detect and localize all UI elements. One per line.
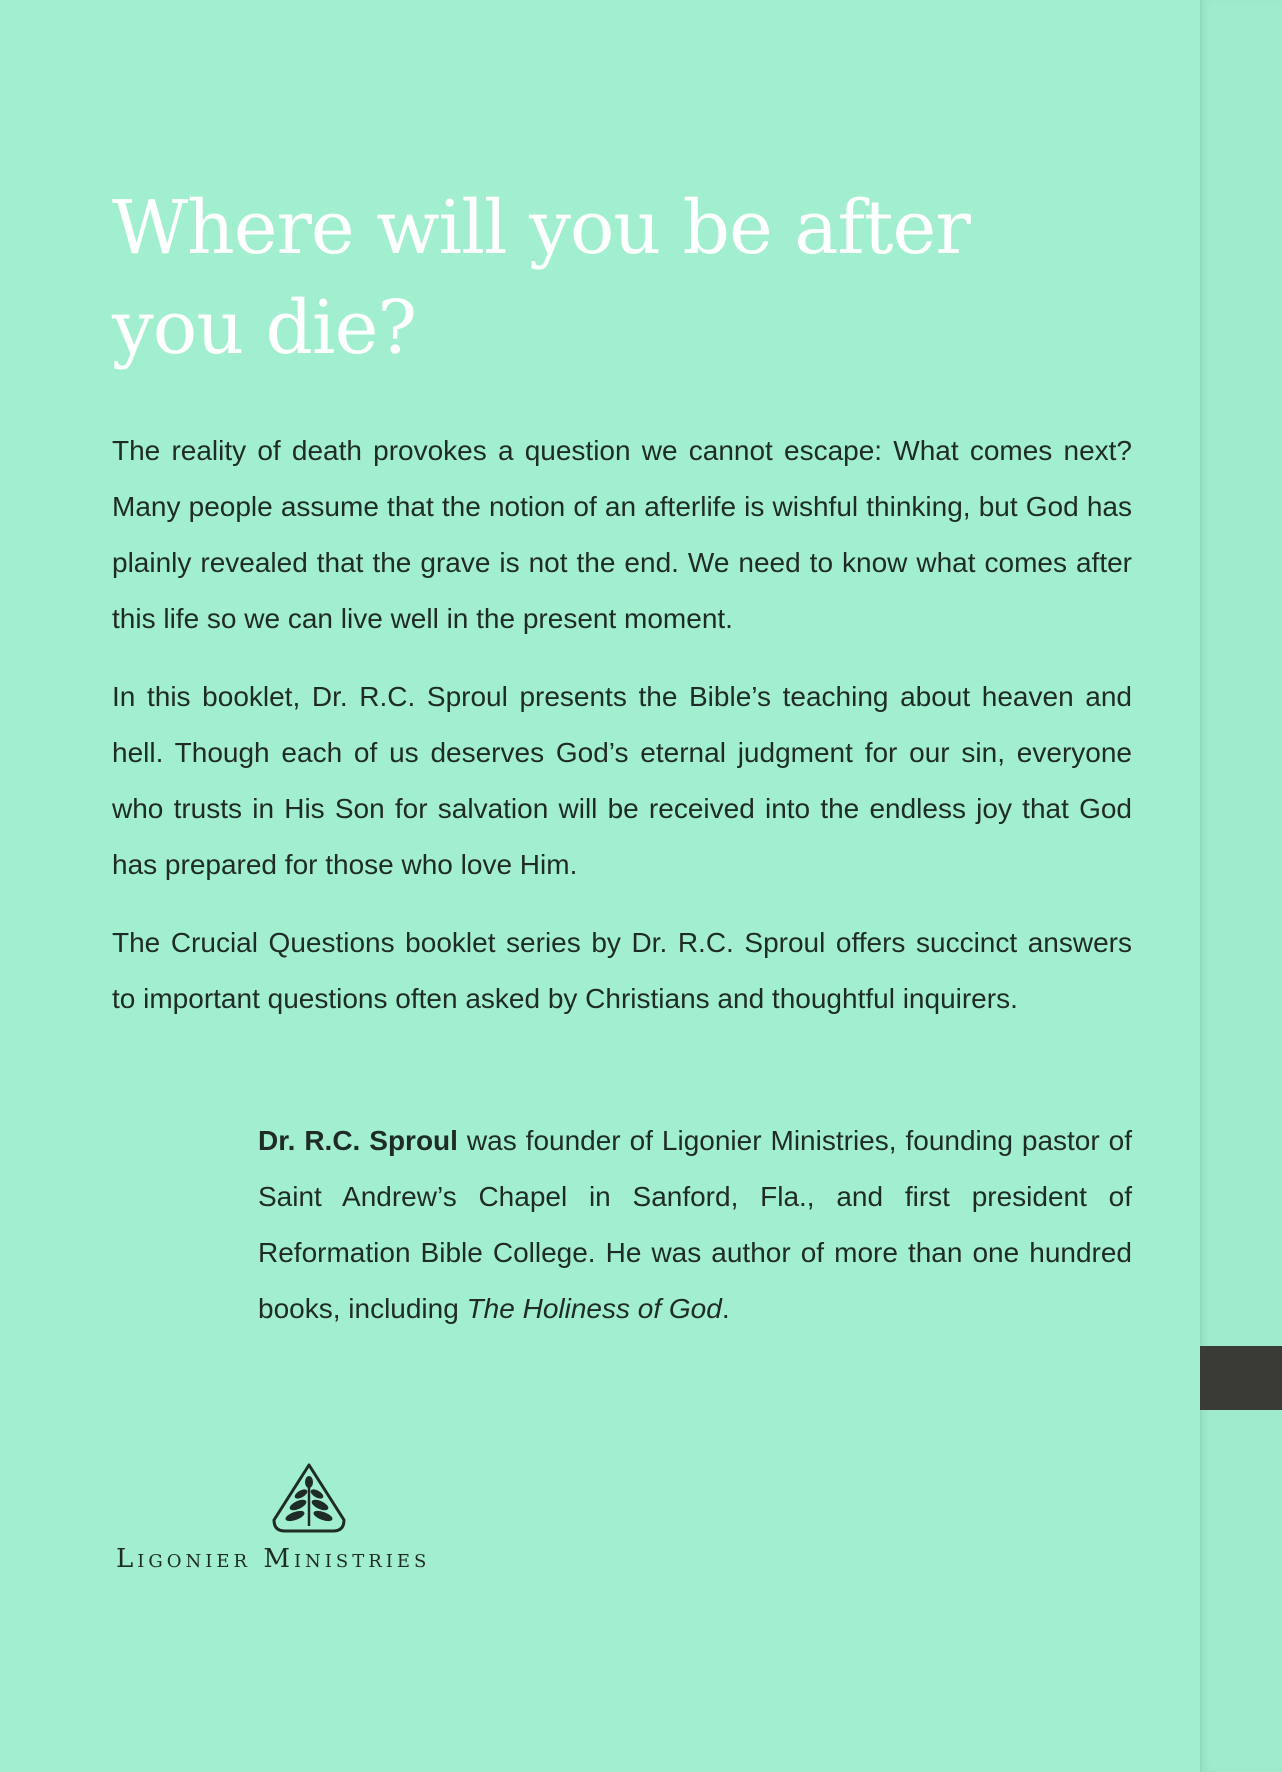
paragraph-3: The Crucial Questions booklet series by Dr. R.C. Sproul offers succinct answers to important questions often asked by Christians and thoughtful inquirers. (112, 927, 1132, 1014)
publisher-logo (112, 1462, 532, 1582)
description (112, 423, 1132, 1049)
spine-mark (1200, 1346, 1282, 1410)
author-bio (258, 1113, 1132, 1337)
author-name: Dr. R.C. Sproul (258, 1125, 458, 1156)
publisher-name: Ligonier Ministries (116, 1544, 431, 1574)
paragraph-2: In this booklet, Dr. R.C. Sproul presents the Bible’s teaching about heaven and hell. Though each of us deserves God’s eternal judgment for our sin, everyone who trusts in His Son for salvation will be received into the endless joy that God has prepared for those who love Him. (112, 681, 1132, 880)
author-bio-text: was founder of Ligonier Ministries, founding pastor of Saint Andrew’s Chapel in Sanford, Fla., and first president of Reformation Bible College. He was author of more than one hundred books, including (258, 1125, 1133, 1324)
headline: Where will you be after you die? (112, 185, 970, 371)
book-spine (1200, 0, 1282, 1772)
tree-shield-icon (270, 1462, 348, 1534)
paragraph-1: The reality of death provokes a question we cannot escape: What comes next? Many people assume that the notion of an afterlife is wishful thinking, but God has plainly revealed that the grave is not the end. We need to know what comes after this life so we can live well in the present moment. (112, 435, 1132, 634)
book-title: The Holiness of God (466, 1293, 722, 1324)
author-bio-end: . (721, 1293, 730, 1324)
